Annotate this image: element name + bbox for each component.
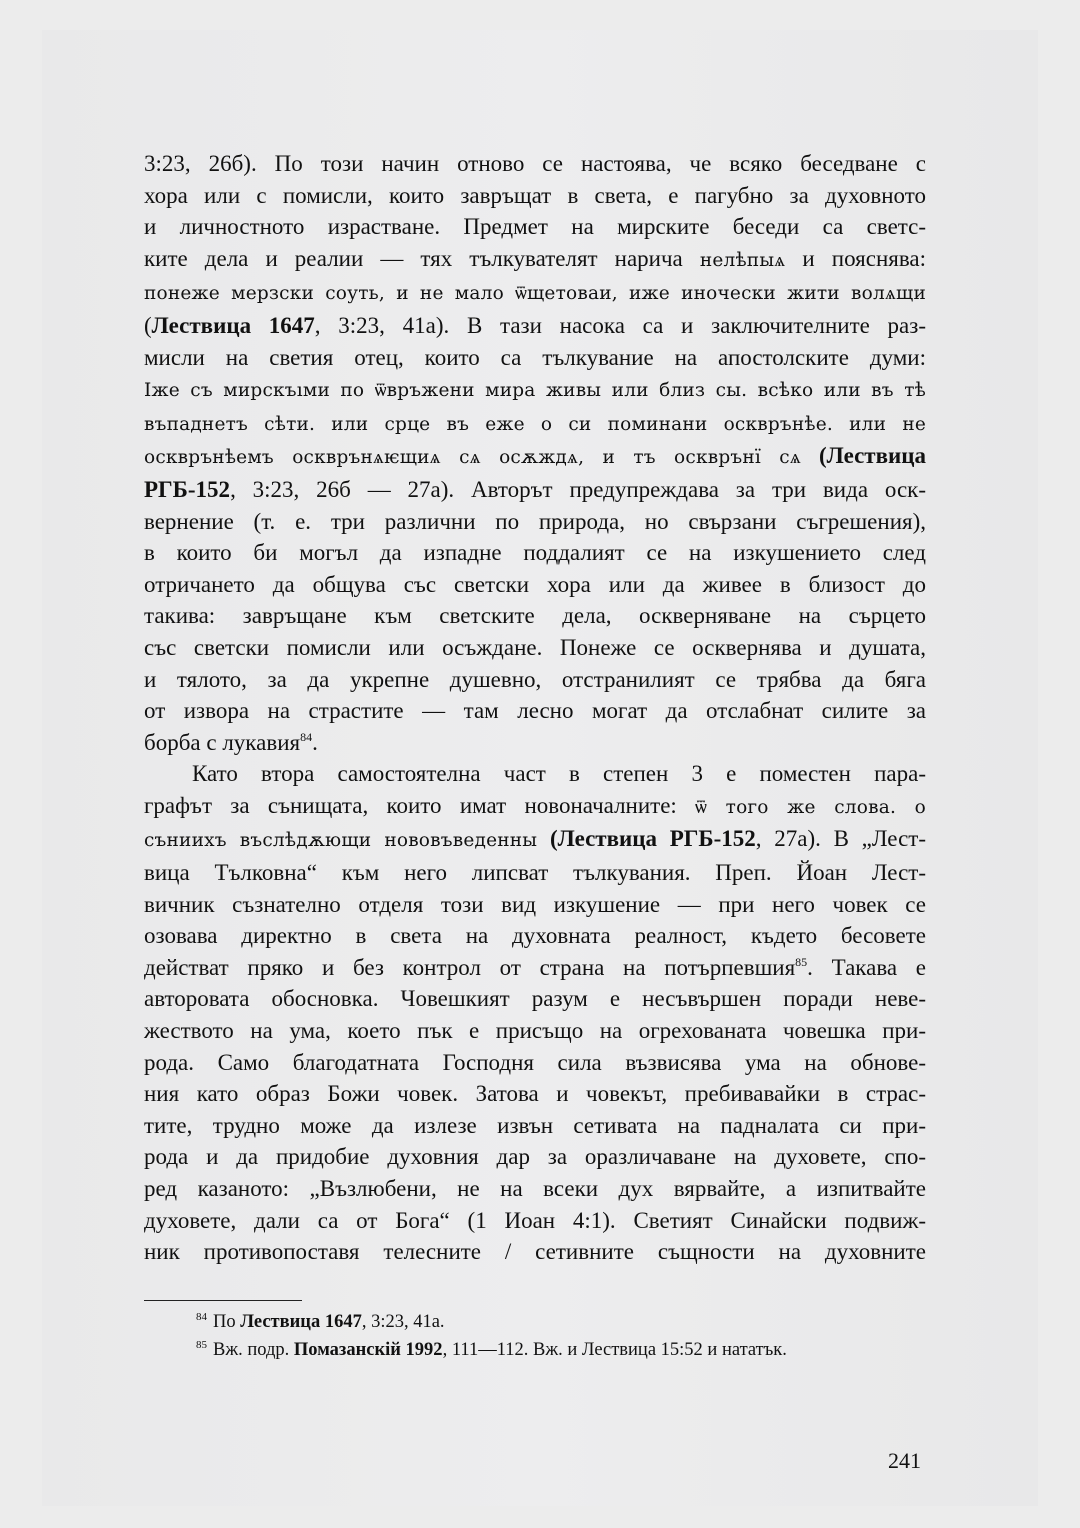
text-line <box>144 440 926 474</box>
footnote-number: 85 <box>196 1339 207 1351</box>
footnote-85: $^{85}$ Вж. подр. Помазанскій 1992, 111—112. Вж. и Лествица 15:52 и нататък. <box>196 1339 787 1360</box>
citation-bold: Лествица 1647 <box>151 312 315 338</box>
footnote-ref-85[interactable]: 85 <box>795 954 808 969</box>
text-line <box>144 373 926 407</box>
text-line: със светски помисли или осъждане. Понеже се осквернява и душата, <box>144 634 926 660</box>
text-line: от извора на страстите — там лесно могат да отслабнат силите за <box>144 698 926 724</box>
text-line: авторовата обосновка. Човешкият разум е несъвършен поради неве- <box>144 986 926 1012</box>
text-line: РГБ-152, 3:23, 26б — 27а). Авторът предупреждава за три вида оск- <box>144 476 926 502</box>
text-line: Като втора самостоятелна част в степен 3 е поместен пара- <box>192 761 926 787</box>
text-line: в които би могъл да изпадне поддалият се на изкушението след <box>144 540 926 566</box>
text-line: озовава директно в света на духовната реалност, където бесовете <box>144 923 926 949</box>
text-line <box>144 276 926 310</box>
book-page <box>42 30 1038 1506</box>
text-line: действат пряко и без контрол от страна на потърпевшия$^{85}$. Такава е <box>144 954 926 980</box>
church-slavonic-quote: нелѣпыѧ <box>699 249 786 271</box>
footnote-separator <box>144 1300 302 1301</box>
text-line: отричането да общува със светски хора или да живее в близост до <box>144 571 926 597</box>
text-line: (Лествица 1647, 3:23, 41а). В тази насока са и заключителните раз- <box>144 312 926 338</box>
paragraph-2 <box>144 758 926 1268</box>
text-line: борба с лукавия$^{84}$. <box>144 729 318 755</box>
paragraph-1 <box>144 148 926 758</box>
footnote-84: $^{84}$ По Лествица 1647, 3:23, 41а. <box>196 1311 445 1332</box>
citation-bold: (Лествица РГБ-152 <box>537 826 756 852</box>
text-line <box>144 407 926 441</box>
text-line: хора или с помисли, които завръщат в света, е пагубно за духовното <box>144 182 926 208</box>
text-line: и личностното израстване. Предмет на мирските беседи са светс- <box>144 214 926 240</box>
text-line: духовете, дали са от Бога“ (1 Иоан 4:1). Светият Синайски подвиж- <box>144 1207 926 1233</box>
church-slavonic-quote: Іже съ мирскъıми по ѿвръжени мира живы или близ сы. всѣко или въ тѣ <box>144 380 926 402</box>
church-slavonic-quote: съниихъ въслѣдѫющи нововъведенны <box>144 830 538 852</box>
text-line: ник противопоставя телесните / сетивните същности на духовните <box>144 1239 926 1265</box>
church-slavonic-quote: въпаднетъ сѣти. или срце въ еже о си поминани оскврънѣе. или не <box>144 413 926 435</box>
text-line: ния като образ Божи човек. Затова и човекът, пребивавайки в страс- <box>144 1081 926 1107</box>
footnote-number: 84 <box>196 1311 207 1323</box>
text-line: жеството на ума, което пък е присъщо на огрехованата човешка при- <box>144 1018 926 1044</box>
text-line: ред казаното: „Възлюбени, не на всеки дух вярвайте, а изпитвайте <box>144 1176 926 1201</box>
body-text <box>144 148 926 1268</box>
text-line: тите, трудно може да излезе извън сетивата на падналата си при- <box>144 1112 926 1138</box>
text-line: 3:23, 26б). По този начин отново се настоява, че всяко беседване с <box>144 151 926 176</box>
page-number: 241 <box>888 1448 921 1473</box>
citation-bold: Помазанскій 1992 <box>293 1340 443 1360</box>
text-line: такива: завръщане към светските дела, оскверняване на сърцето <box>144 603 926 629</box>
footnotes <box>144 1308 926 1364</box>
church-slavonic-quote: оскврънѣемъ оскврънѧѥщиѧ сѧ осѫждѧ, и тъ оскврънї сѧ <box>144 447 801 469</box>
text-line: съниихъ въслѣдѫющи нововъведенны (Лествица РГБ-152, 27а). В „Лест- <box>144 826 926 852</box>
text-line: рода. Само благодатната Господня сила възвисява ума на обнове- <box>144 1049 926 1075</box>
text-line: вичник съзнателно отделя този вид изкушение — при него човек се <box>144 891 926 917</box>
citation-bold: (Лествица <box>800 443 927 469</box>
text-line: мисли на светия отец, които са тълкувание на апостолските думи: <box>144 344 926 370</box>
text-line: и тялото, за да укрепне душевно, отстранилият се трябва да бяга <box>144 666 926 692</box>
text-line: ките дела и реалии — тях тълкувателят нарича нелѣпыѧ и пояснява: <box>144 245 926 271</box>
church-slavonic-quote: ѿ того же слова. о <box>695 796 926 818</box>
text-line: рода и да придобие духовния дар за оразличаване на духовете, спо- <box>144 1144 926 1170</box>
citation-bold: Лествица 1647 <box>240 1312 362 1332</box>
footnote-ref-84[interactable]: 84 <box>300 729 313 744</box>
text-line: вица Тълковна“ към него липсват тълкувания. Преп. Йоан Лест- <box>144 860 926 886</box>
text-line: вернение (т. е. три различни по природа, но свързани съгрешения), <box>144 508 926 534</box>
citation-bold: РГБ-152 <box>144 476 231 502</box>
text-line: графът за сънищата, които имат новоначалните: ѿ того же слова. о <box>144 792 926 818</box>
church-slavonic-quote: понеже мерзски соуть, и не мало ѿщетоваи, иже иночески жити волѧщи <box>144 283 926 305</box>
